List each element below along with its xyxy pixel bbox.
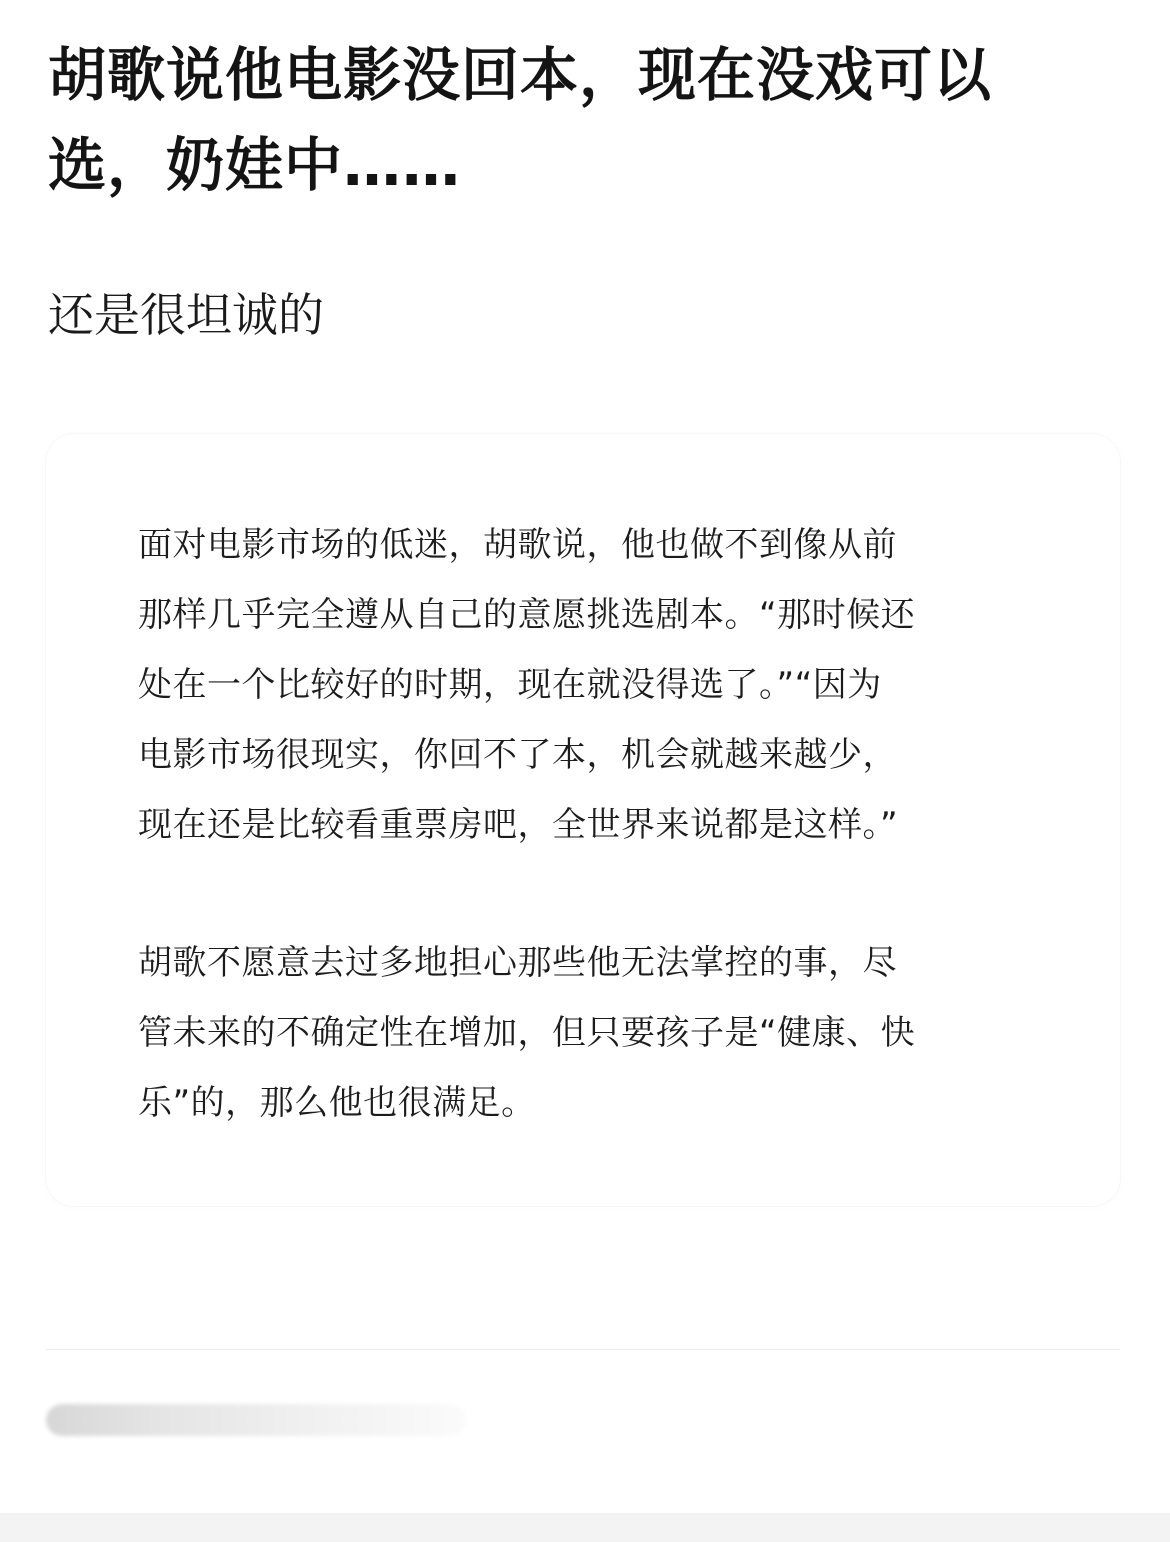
quote-paragraph-2: 胡歌不愿意去过多地担心那些他无法掌控的事，尽 管未来的不确定性在增加，但只要孩子是“健康、快 乐”的，那么他也很满足。 xyxy=(138,943,916,1123)
section-divider xyxy=(46,1349,1120,1350)
post-subtitle: 还是很坦诚的 xyxy=(48,288,324,342)
quote-card xyxy=(46,434,1120,1206)
post-title: 胡歌说他电影没回本，现在没戏可以选，奶娃中…… xyxy=(48,41,993,199)
blurred-placeholder-bar xyxy=(46,1404,466,1436)
footer-strip xyxy=(0,1513,1170,1542)
quote-paragraph-1: 面对电影市场的低迷，胡歌说，他也做不到像从前 那样几乎完全遵从自己的意愿挑选剧本。“那时候还 处在一个比较好的时期，现在就没得选了。”“因为 电影市场很现实，你回不了本，机会就越来越少， 现在还是比较看重票房吧，全世界来说都是这样。” xyxy=(138,525,916,845)
